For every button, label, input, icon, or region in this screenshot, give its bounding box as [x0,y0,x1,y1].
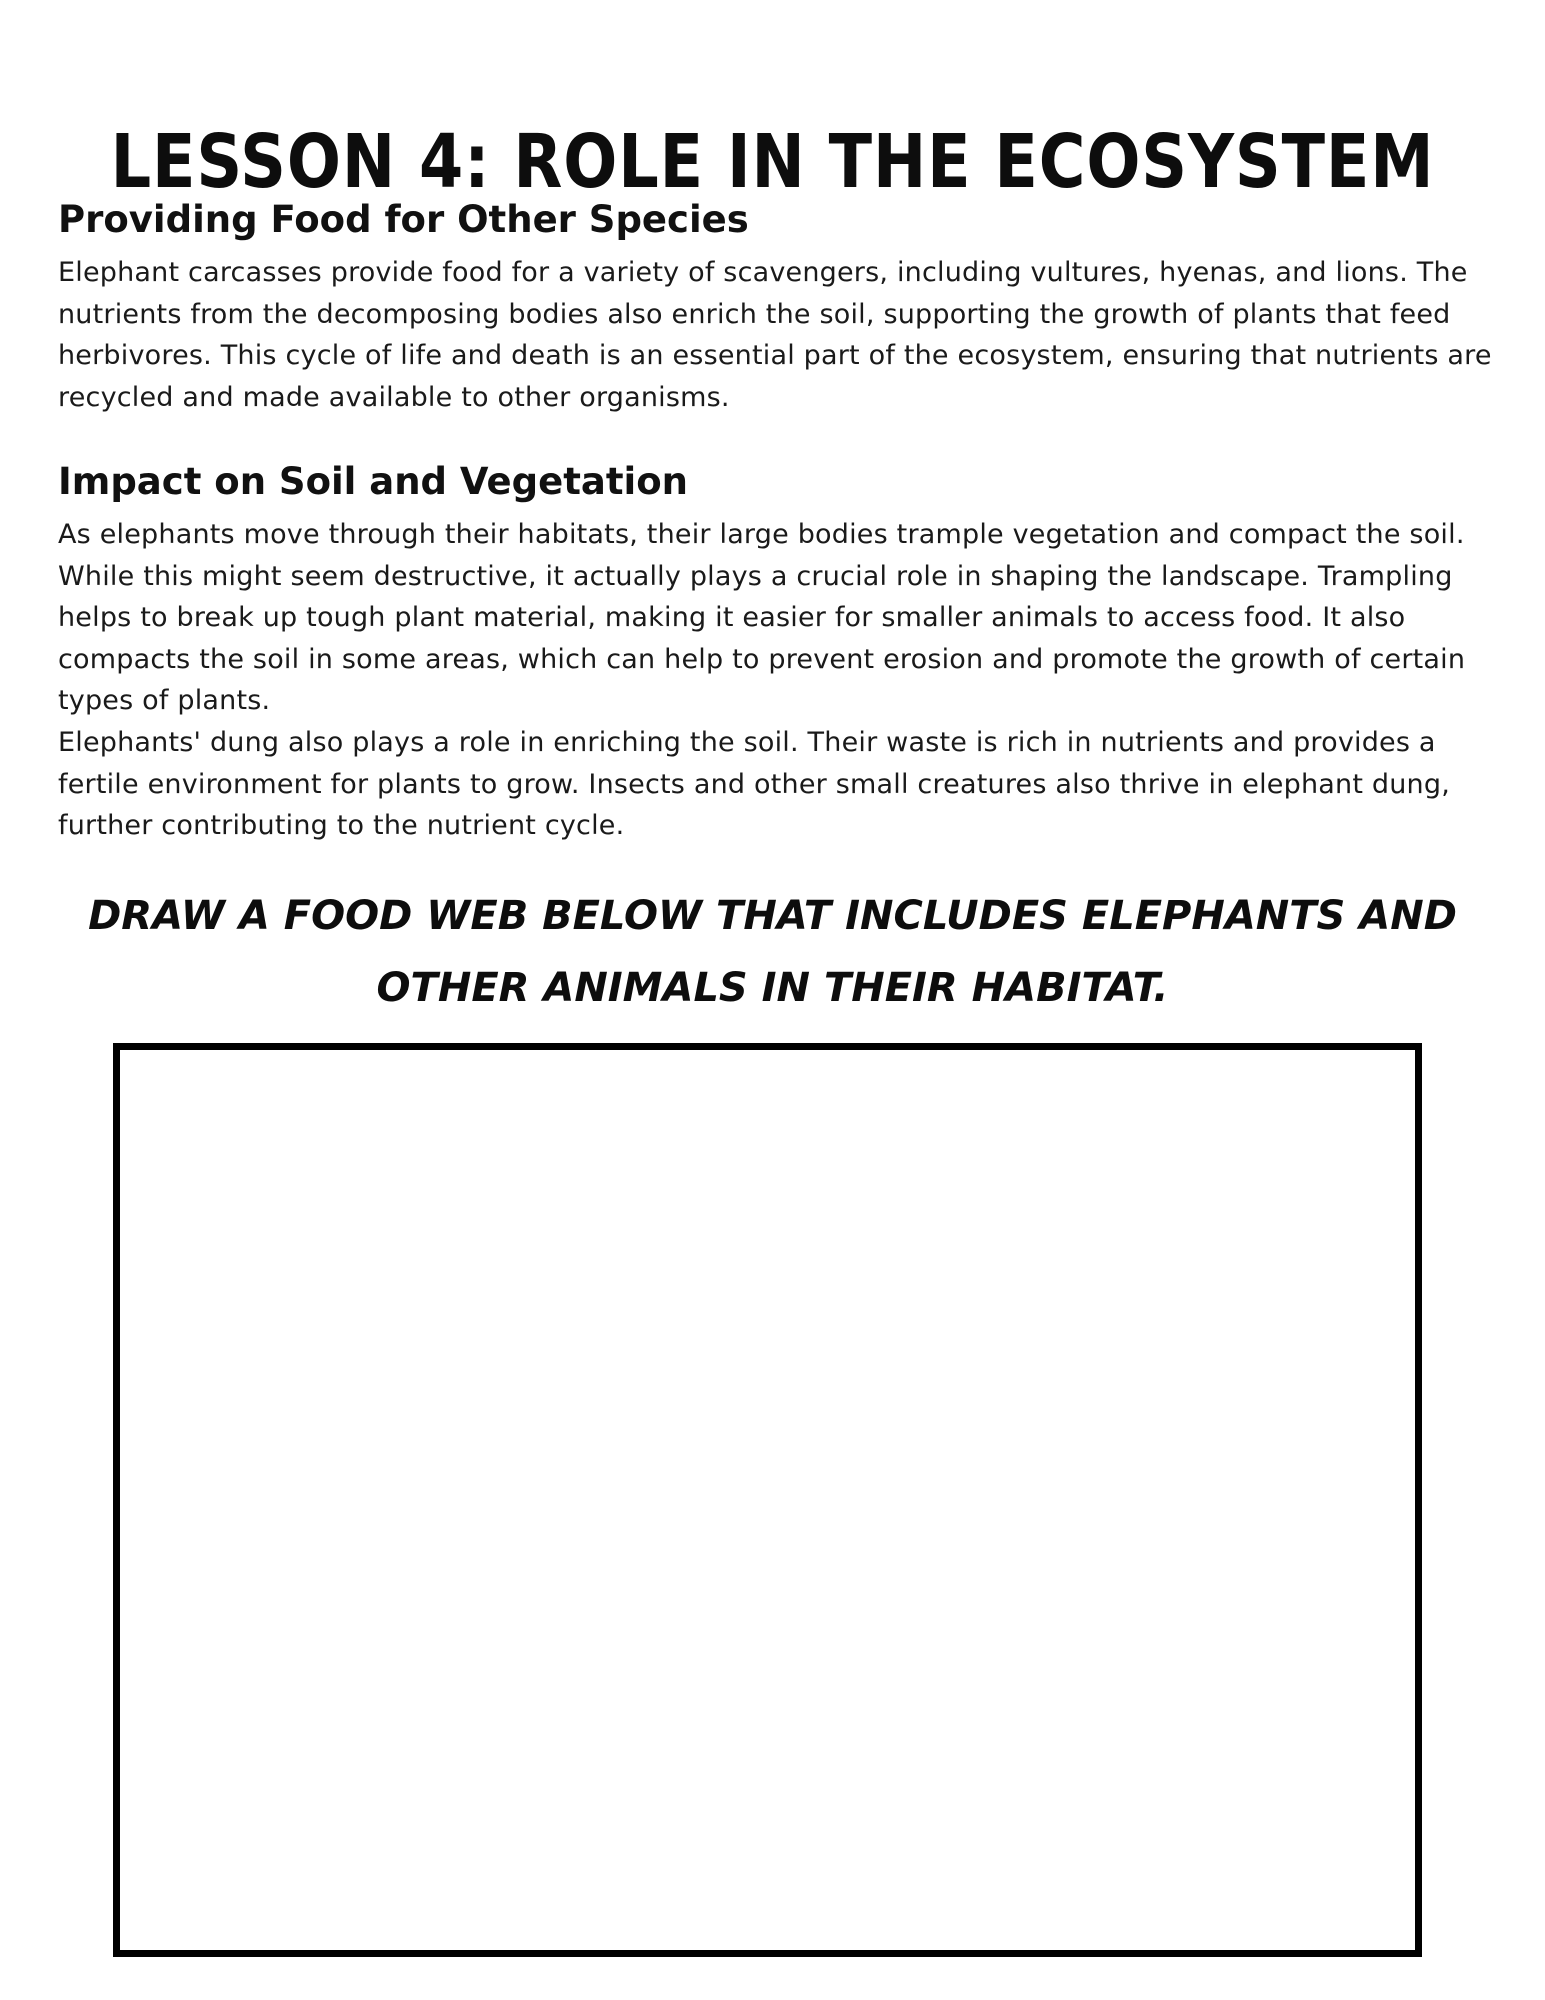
activity-prompt: DRAW A FOOD WEB BELOW THAT INCLUDES ELEPHANTS AND OTHER ANIMALS IN THEIR HABITAT. [88,893,1457,1011]
section-paragraph-soil-2: Elephants' dung also plays a role in enriching the soil. Their waste is rich in nutrients and provides a fertile environment for plants to grow. Insects and other small creatures also thrive in elephant dung, further contributing to the nutrient cycle. [58,727,1450,841]
section-paragraph-soil-1: As elephants move through their habitats, their large bodies trample vegetation and compact the soil. While this might seem destructive, it actually plays a crucial role in shaping the landscape. Trampling helps to break up tough plant material, making it easier for smaller animals to access food. It also compacts the soil in some areas, which can help to prevent erosion and promote the growth of certain types of plants. [58,519,1466,716]
section-paragraph-food: Elephant carcasses provide food for a variety of scavengers, including vultures, hyenas, and lions. The nutrients from the decomposing bodies also enrich the soil, supporting the growth of plants that feed herbivores. This cycle of life and death is an essential part of the ecosystem, ensuring that nutrients are recycled and made available to other organisms. [58,257,1492,413]
page-title: LESSON 4: ROLE IN THE ECOSYSTEM [110,118,1435,205]
section-heading-food: Providing Food for Other Species [58,198,749,241]
drawing-area[interactable] [113,1043,1422,1957]
section-heading-soil: Impact on Soil and Vegetation [58,460,688,503]
